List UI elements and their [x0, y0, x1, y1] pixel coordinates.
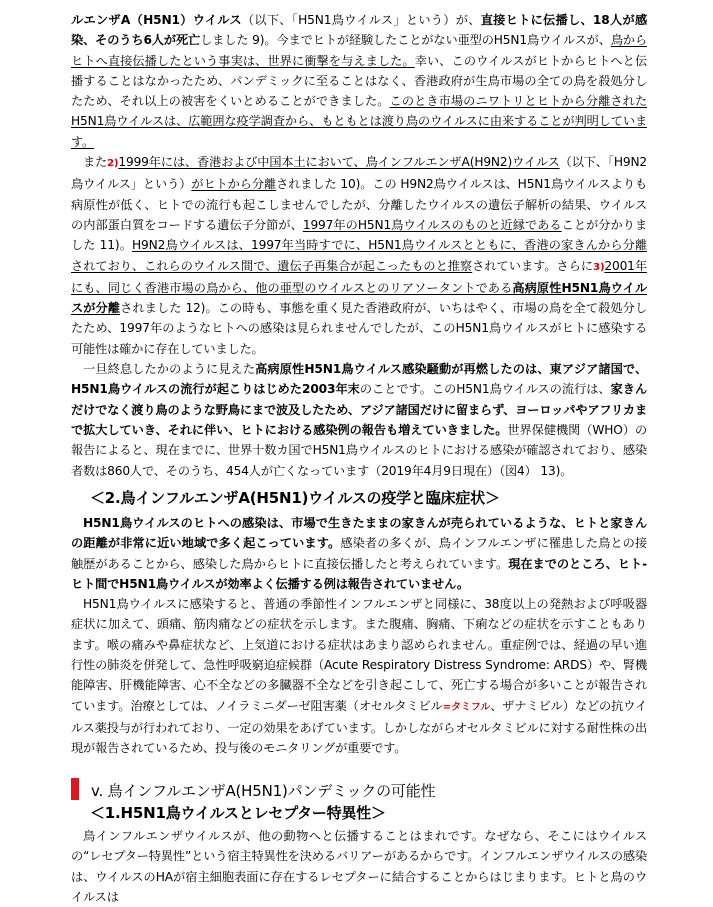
- chapter-title: v. 鳥インフルエンザA(H5N1)パンデミックの可能性: [91, 782, 436, 800]
- paragraph-transmission: [71, 513, 647, 594]
- text-run: 幸い、このウイルスがヒトからヒトへと伝播することはなかったため、パンデミックに至ることはなく、香港政府が生鳥市場の全ての鳥を殺処分したため、それ以上の被害をくいとめることができました。: [71, 53, 647, 109]
- bold-phrase: 現在までのところ、ヒト-ヒト間でH5N1鳥ウイルスが効率よく伝播する例は報告されていません。: [71, 556, 647, 591]
- underlined-phrase: 鳥からヒトへ直接伝播したという事実は、世界に衝撃を与えました。: [71, 33, 647, 68]
- text-run: （以下、「H9N2鳥ウイルス」という）: [71, 155, 648, 192]
- text-block-receptor: [71, 826, 647, 907]
- bold-phrase: 家きんだけでなく渡り鳥のような野鳥にまで波及したため、アジア諸国だけに留まらず、ヨーロッパやアフリカまで拡大していき、それに伴い、ヒトにおける感染例の報告も増えていきました。: [71, 382, 647, 437]
- red-marker: 3): [593, 261, 605, 273]
- text-run: 、ザナミビル）などの抗ウイルス薬投与が行われており、一定の効果をあげています。しかしながらオセルタミビルに対する耐性株の出現が報告されているため、投与後のモニタリングが重要です。: [71, 698, 648, 756]
- paragraph-h9n2: [71, 152, 647, 359]
- paragraph-h5n1-1997: [71, 10, 647, 152]
- text-run: 感染者の多くが、鳥インフルエンザに罹患した鳥との接触歴があることから、感染した鳥からヒトに直接伝播したと考えられています。: [71, 536, 648, 571]
- text-run: のことです。このH5N1鳥ウイルスの流行は、: [359, 382, 611, 397]
- text-run: しました 9)。今までヒトが経験したことがない亜型のH5N1鳥ウイルスが、: [200, 33, 611, 48]
- text-run: されました 12)。この時も、事態を重く見た香港政府が、いちはやく、市場の鳥を全て殺処分したため、1997年のようなヒトへの感染は見られませんでしたが、このH5N1鳥ウイルスがヒトに感染する可能性は確かに存在していました。: [71, 301, 647, 356]
- red-marker: 2): [107, 158, 119, 170]
- paragraph-symptoms: [71, 594, 647, 758]
- bold-phrase: 直接ヒトに伝播し、18人が感染、そのうち6人が死亡: [71, 13, 647, 48]
- text-run: （以下、「H5N1鳥ウイルス」という）が、: [241, 13, 481, 27]
- underlined-phrase: 1999年には、香港および中国本土において、鳥インフルエンザA(H9N2)ウイルス: [118, 155, 560, 170]
- bold-phrase: ルエンザA（H5N1）ウイルス: [71, 13, 242, 27]
- text-run: 一旦終息したかのように見えた: [83, 362, 256, 377]
- underlined-phrase: がヒトから分離: [191, 177, 277, 192]
- text-block-epidemiology: [71, 513, 647, 759]
- text-run: 世界保健機関（WHO）の報告によると、現在までに、世界十数カ国でH5N1鳥ウイルスのヒトにおける感染が確認されており、感染者数は860人で、そのうち、454人が亡くなっています（2019年4月9日現在）（図4） 13)。: [71, 422, 647, 478]
- section-heading-epidemiology: ＜2.鳥インフルエンザA(H5N1)ウイルスの疫学と臨床症状＞: [90, 489, 500, 507]
- paragraph-receptor-specificity: [71, 826, 647, 907]
- red-annotation: =タミフル: [442, 701, 491, 713]
- text-block-top: [71, 10, 647, 481]
- text-run: されています。さらに: [472, 258, 594, 273]
- text-run: また: [83, 155, 108, 170]
- underlined-phrase: このとき市場のニワトリとヒトから分離されたH5N1鳥ウイルスは、広範囲な疫学調査から、もともとは渡り鳥のウイルスに由来することが判明しています。: [71, 94, 647, 149]
- section-heading-receptor: ＜1.H5N1鳥ウイルスとレセプター特異性＞: [90, 804, 386, 822]
- paragraph-2003-outbreak: [71, 359, 647, 481]
- underlined-phrase: H9N2鳥ウイルスは、1997年当時すでに、H5N1鳥ウイルスとともに、香港の家きんから分離されており、これらのウイルス間で、遺伝子再集合が起こったものと推察: [71, 238, 647, 273]
- underlined-phrase: 2001年にも、同じく香港市場の鳥から、他の亜型のウイルスとのリアソータントである: [71, 258, 647, 295]
- bold-phrase: H5N1鳥ウイルスのヒトへの感染は、市場で生きたままの家きんが売られているような、ヒトと家きんの距離が非常に近い地域で多く起こっています。: [71, 516, 647, 551]
- text-run: されました 10)。この H9N2鳥ウイルスは、H5N1鳥ウイルスよりも病原性が低く、ヒトでの流行も起こしませんでしたが、分離したウイルスの遺伝子解析の結果、ウイルスの内部蛋白質をコードする遺伝子分節が、: [71, 177, 647, 232]
- bold-phrase: 高病原性H5N1鳥ウイルス感染騒動が再燃したのは、東アジア諸国で、H5N1鳥ウイルスの流行が起こりはじめた2003年末: [71, 362, 647, 397]
- text-run: ことが分かりました 11)。: [71, 217, 647, 253]
- text-run: H5N1鳥ウイルスに感染すると、普通の季節性インフルエンザと同様に、38度以上の発熱および呼吸器症状に加えて、頭痛、筋肉痛などの症状を示します。また腹痛、胸痛、下痢などの症状を示すこともあります。喉の痛みや鼻症状など、上気道における症状はあまり認められません。重症例では、経過の早い進行性の肺炎を併発して、急性呼吸窮迫症候群（Acute Respiratory Distress Syndrome: ARDS）や、腎機能障害、肝機能障害、心不全などの多臓器不全などを引き起こして、死亡する場合が多いことが報告されています。治療としては、ノイラミニダーゼ阻害薬（オセルタミビル: [71, 597, 647, 713]
- text-run: 鳥インフルエンザウイルスが、他の動物へと伝播することはまれです。なぜなら、そこにはウイルスの“レセプター特異性”という宿主特異性を決めるバリアーがあるからです。インフルエンザウイルスの感染は、ウイルスのHAが宿主細胞表面に存在するレセプターに結合することからはじまります。ヒトと鳥のウイルスは: [71, 829, 647, 904]
- bold-underlined-phrase: 高病原性H5N1鳥ウイルスが分離: [71, 280, 647, 316]
- chapter-marker-bar: [71, 778, 79, 800]
- underlined-phrase: 1997年のH5N1鳥ウイルスのものと近縁である: [302, 217, 562, 232]
